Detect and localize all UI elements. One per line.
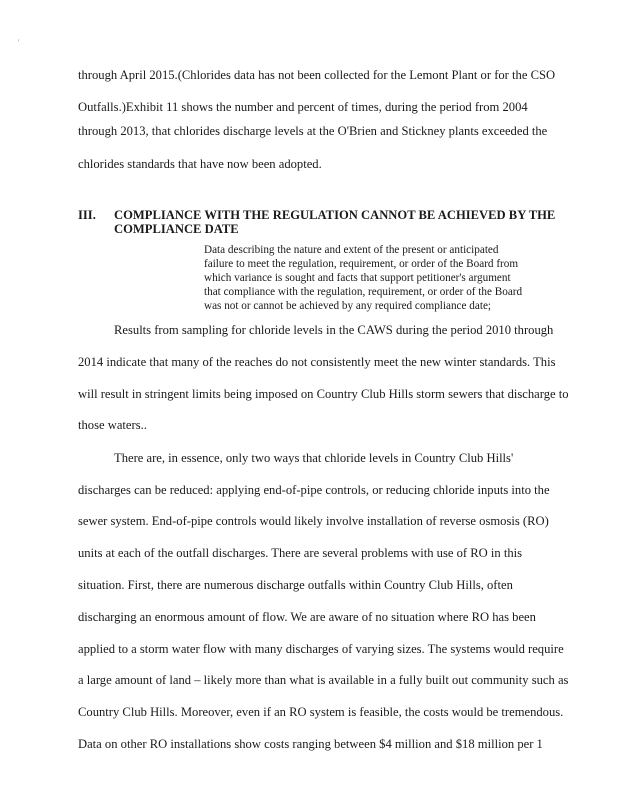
paragraph3-line: a large amount of land – likely more than what is available in a fully built out community such as [78, 673, 569, 687]
section-title-line: COMPLIANCE WITH THE REGULATION CANNOT BE ACHIEVED BY THE [114, 208, 556, 222]
paragraph3-line: There are, in essence, only two ways that chloride levels in Country Club Hills' [114, 451, 514, 465]
paragraph3-line: sewer system. End-of-pipe controls would likely involve installation of reverse osmosis (RO) [78, 514, 549, 528]
paragraph1-line: chlorides standards that have now been adopted. [78, 157, 322, 171]
quote-line: was not or cannot be achieved by any required compliance date; [204, 300, 492, 312]
margin-mark: ' [18, 38, 20, 47]
paragraph3-line: Data on other RO installations show costs ranging between $4 million and $18 million per 1 [78, 737, 543, 751]
paragraph2-line: those waters.. [78, 418, 147, 432]
quote-line: failure to meet the regulation, requirement, or order of the Board from [204, 258, 519, 270]
paragraph2-line: 2014 indicate that many of the reaches do not consistently meet the new winter standards. This [78, 355, 556, 369]
paragraph1-line: Outfalls.)Exhibit 11 shows the number and percent of times, during the period from 2004 [78, 100, 528, 114]
paragraph2-line: Results from sampling for chloride levels in the CAWS during the period 2010 through [114, 323, 554, 337]
paragraph2-line: will result in stringent limits being imposed on Country Club Hills storm sewers that discharge to [78, 387, 569, 401]
paragraph3-line: discharging an enormous amount of flow. We are aware of no situation where RO has been [78, 610, 536, 624]
paragraph3-line: Country Club Hills. Moreover, even if an RO system is feasible, the costs would be tremendous. [78, 705, 564, 719]
quote-line: that compliance with the regulation, requirement, or order of the Board [204, 286, 523, 298]
paragraph3-line: situation. First, there are numerous discharge outfalls within Country Club Hills, often [78, 578, 513, 592]
section-title-line: COMPLIANCE DATE [114, 222, 239, 236]
paragraph1-line: through April 2015.(Chlorides data has not been collected for the Lemont Plant or for the CSO [78, 68, 556, 82]
paragraph1-line: through 2013, that chlorides discharge levels at the O'Brien and Stickney plants exceeded the [78, 124, 548, 138]
section-number: III. [78, 208, 96, 222]
quote-line: Data describing the nature and extent of the present or anticipated [204, 244, 499, 256]
paragraph3-line: discharges can be reduced: applying end-of-pipe controls, or reducing chloride inputs into the [78, 483, 550, 497]
paragraph3-line: units at each of the outfall discharges. There are several problems with use of RO in this [78, 546, 523, 560]
quote-line: which variance is sought and facts that support petitioner's argument [204, 272, 511, 284]
paragraph3-line: applied to a storm water flow with many discharges of varying sizes. The systems would require [78, 642, 564, 656]
